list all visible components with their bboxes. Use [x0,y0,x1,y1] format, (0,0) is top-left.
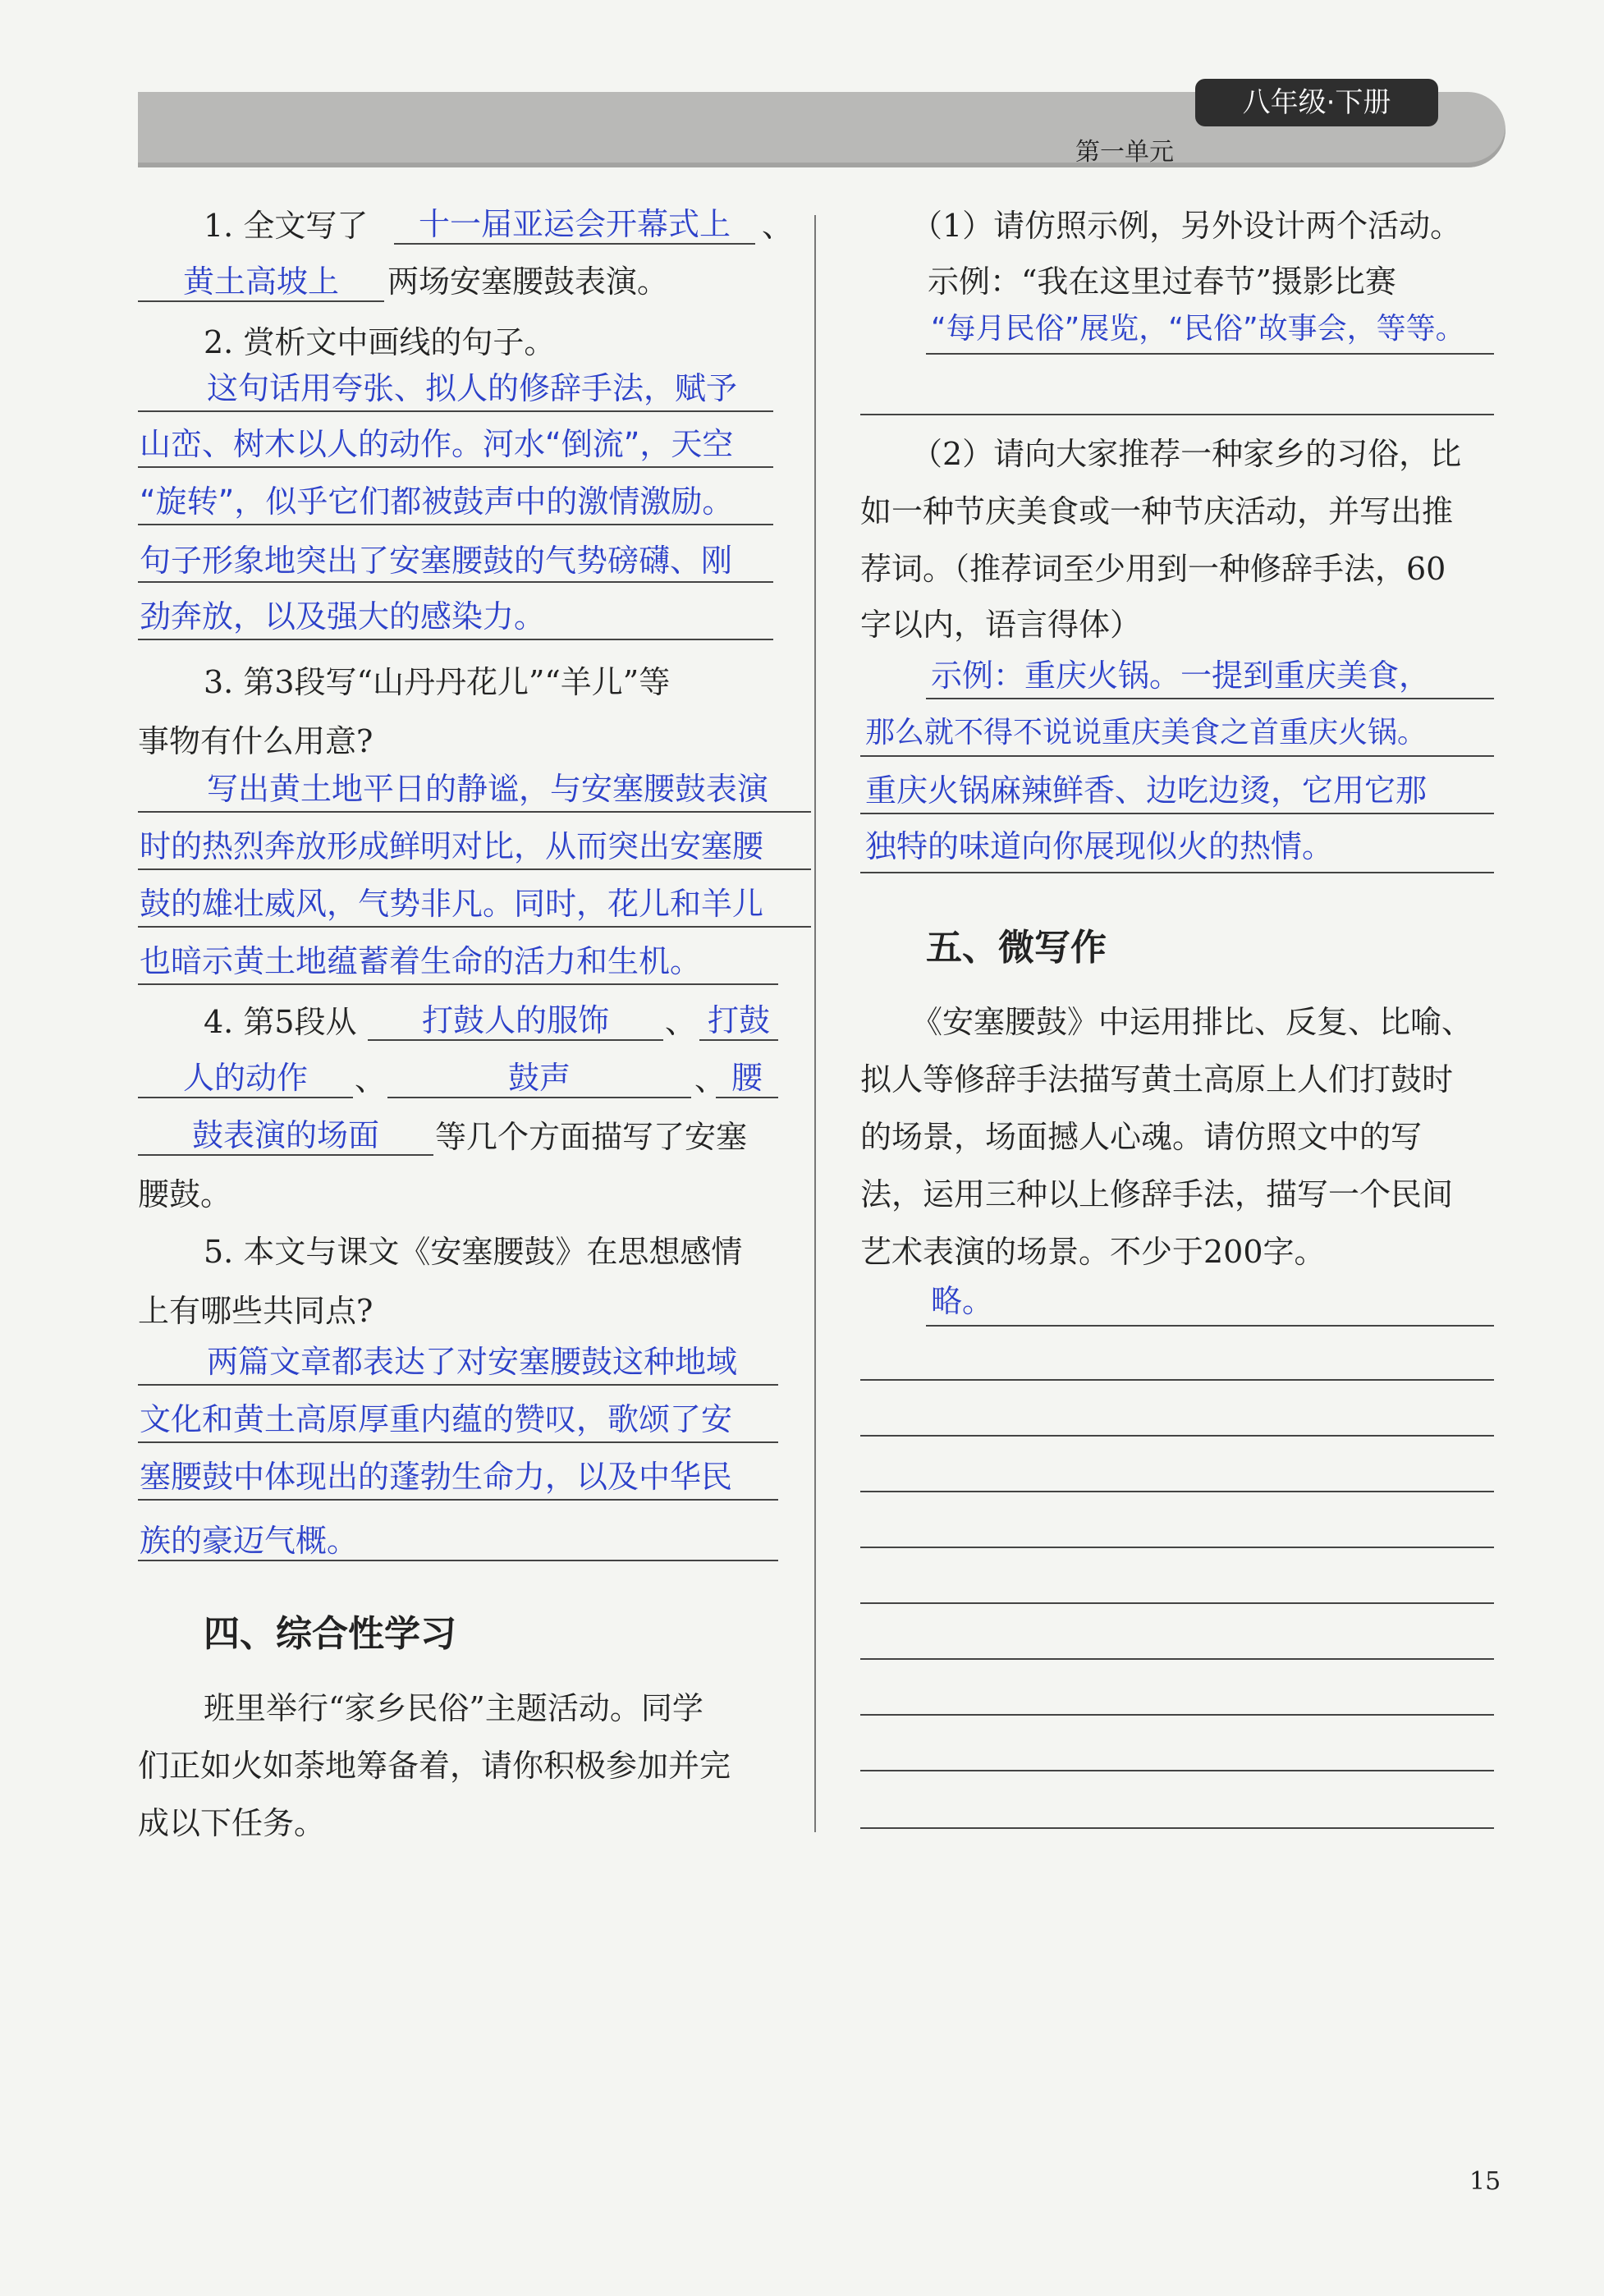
q2-question: 2. 赏析文中画线的句子。 [204,324,556,360]
section-5-text: 的场景，场面撼人心魂。请仿照文中的写 [860,1119,1423,1155]
q5-answer-line: 两篇文章都表达了对安塞腰鼓这种地域 [207,1344,738,1380]
q2-answer-line: 句子形象地突出了安塞腰鼓的气势磅礴、刚 [140,543,733,579]
q5-question: 上有哪些共同点? [138,1293,374,1329]
q4-sep: 、 [665,1004,697,1040]
writing-rule [860,1714,1494,1716]
task-2-answer-line: 那么就不得不说说重庆美食之首重庆火锅。 [865,716,1428,749]
q5-answer-line: 族的豪迈气概。 [140,1523,359,1559]
q1-prefix: 1. 全文写了 [204,208,369,244]
answer-rule [860,872,1494,873]
answer-rule [138,524,773,525]
answer-rule [926,353,1494,355]
q2-answer-line: 山峦、树木以人的动作。河水“倒流”，天空 [140,426,734,462]
section-5-text: 法，运用三种以上修辞手法，描写一个民间 [860,1176,1454,1212]
writing-rule [860,1658,1494,1660]
writing-rule [860,1602,1494,1604]
q4-blank-3: 鼓声 [387,1059,691,1098]
section-5-answer: 略。 [931,1283,994,1319]
q4-prefix: 4. 第5段从 [204,1004,357,1040]
section-4-text: 们正如火如荼地筹备着，请你积极参加并完 [138,1748,731,1784]
q4-sep: 、 [694,1061,726,1098]
answer-rule [138,639,773,640]
q4-suffix: 等几个方面描写了安塞 [435,1119,748,1155]
writing-rule [860,1547,1494,1548]
task-2-question: （2）请向大家推荐一种家乡的习俗，比 [911,436,1462,472]
section-5-text: 艺术表演的场景。不少于200字。 [860,1234,1326,1270]
q1-blank-2: 黄土高坡上 [138,263,384,302]
section-5-title: 五、微写作 [926,927,1107,969]
answer-rule [138,868,811,870]
task-2-question: 字以内，语言得体） [860,607,1142,643]
answer-rule [138,1384,778,1386]
task-1-question: （1）请仿照示例，另外设计两个活动。 [911,208,1462,244]
answer-rule [138,1560,778,1561]
answer-rule [860,813,1494,814]
q4-blank-2a: 打鼓 [699,1001,778,1041]
section-5-text: 拟人等修辞手法描写黄土高原上人们打鼓时 [860,1061,1454,1098]
grade-tab: 八年级·下册 [1195,79,1438,126]
writing-rule [860,1491,1494,1492]
q2-answer-line: “旋转”，似乎它们都被鼓声中的激情激励。 [140,483,734,520]
answer-rule [138,811,811,813]
answer-rule [926,698,1494,699]
q4-sep: 、 [355,1061,387,1098]
q4-blank-4b: 鼓表演的场面 [138,1116,433,1156]
section-4-text: 班里举行“家乡民俗”主题活动。同学 [204,1690,703,1726]
q3-question: 3. 第3段写“山丹丹花儿”“羊儿”等 [204,664,671,700]
section-4-title: 四、综合性学习 [204,1613,456,1655]
task-2-question: 如一种节庆美食或一种节庆活动，并写出推 [860,493,1454,529]
answer-rule [138,410,773,412]
answer-rule [138,581,773,583]
answer-rule [860,755,1494,757]
page-number: 15 [1469,2167,1501,2196]
task-2-answer-line: 重庆火锅麻辣鲜香、边吃边烫，它用它那 [865,772,1428,809]
column-divider [814,215,816,1832]
q5-question: 5. 本文与课文《安塞腰鼓》在思想感情 [204,1234,743,1270]
q1-blank-1: 十一届亚运会开幕式上 [394,205,755,245]
q2-answer-line: 这句话用夸张、拟人的修辞手法，赋予 [207,370,738,406]
task-2-question: 荐词。（推荐词至少用到一种修辞手法，60 [860,551,1446,587]
writing-rule [860,1770,1494,1771]
writing-rule [860,1379,1494,1381]
q3-answer-line: 写出黄土地平日的静谧，与安塞腰鼓表演 [207,771,769,807]
answer-rule [138,983,778,985]
answer-rule [138,926,811,928]
q2-answer-line: 劲奔放，以及强大的感染力。 [140,598,546,635]
q1-sep: 、 [762,208,794,244]
q4-blank-4a: 腰 [716,1059,778,1098]
writing-rule [860,1827,1494,1829]
task-2-answer-line: 示例：重庆火锅。一提到重庆美食， [931,658,1431,694]
q4-blank-2b: 人的动作 [138,1059,353,1098]
q4-blank-1: 打鼓人的服饰 [368,1001,663,1041]
q3-question: 事物有什么用意? [138,723,374,759]
answer-rule [138,1499,778,1501]
q5-answer-line: 文化和黄土高原厚重内蕴的赞叹，歌颂了安 [140,1401,733,1437]
q1-suffix: 两场安塞腰鼓表演。 [387,264,669,300]
task-2-answer-line: 独特的味道向你展现似火的热情。 [865,828,1334,864]
q3-answer-line: 时的热烈奔放形成鲜明对比，从而突出安塞腰 [140,828,764,864]
writing-rule [860,1435,1494,1437]
task-1-answer: “每月民俗”展览，“民俗”故事会，等等。 [931,312,1465,346]
q5-answer-line: 塞腰鼓中体现出的蓬勃生命力，以及中华民 [140,1459,733,1495]
task-1-example: 示例：“我在这里过春节”摄影比赛 [928,264,1396,300]
answer-rule [860,414,1494,415]
writing-rule [926,1325,1494,1327]
unit-title: 第一单元 [1075,138,1174,167]
q4-suffix: 腰鼓。 [138,1176,232,1212]
q3-answer-line: 鼓的雄壮威风，气势非凡。同时，花儿和羊儿 [140,886,764,922]
section-4-text: 成以下任务。 [138,1805,326,1841]
answer-rule [138,1441,778,1443]
section-5-text: 《安塞腰鼓》中运用排比、反复、比喻、 [911,1004,1473,1040]
q3-answer-line: 也暗示黄土地蕴蓄着生命的活力和生机。 [140,943,702,979]
answer-rule [138,466,773,468]
